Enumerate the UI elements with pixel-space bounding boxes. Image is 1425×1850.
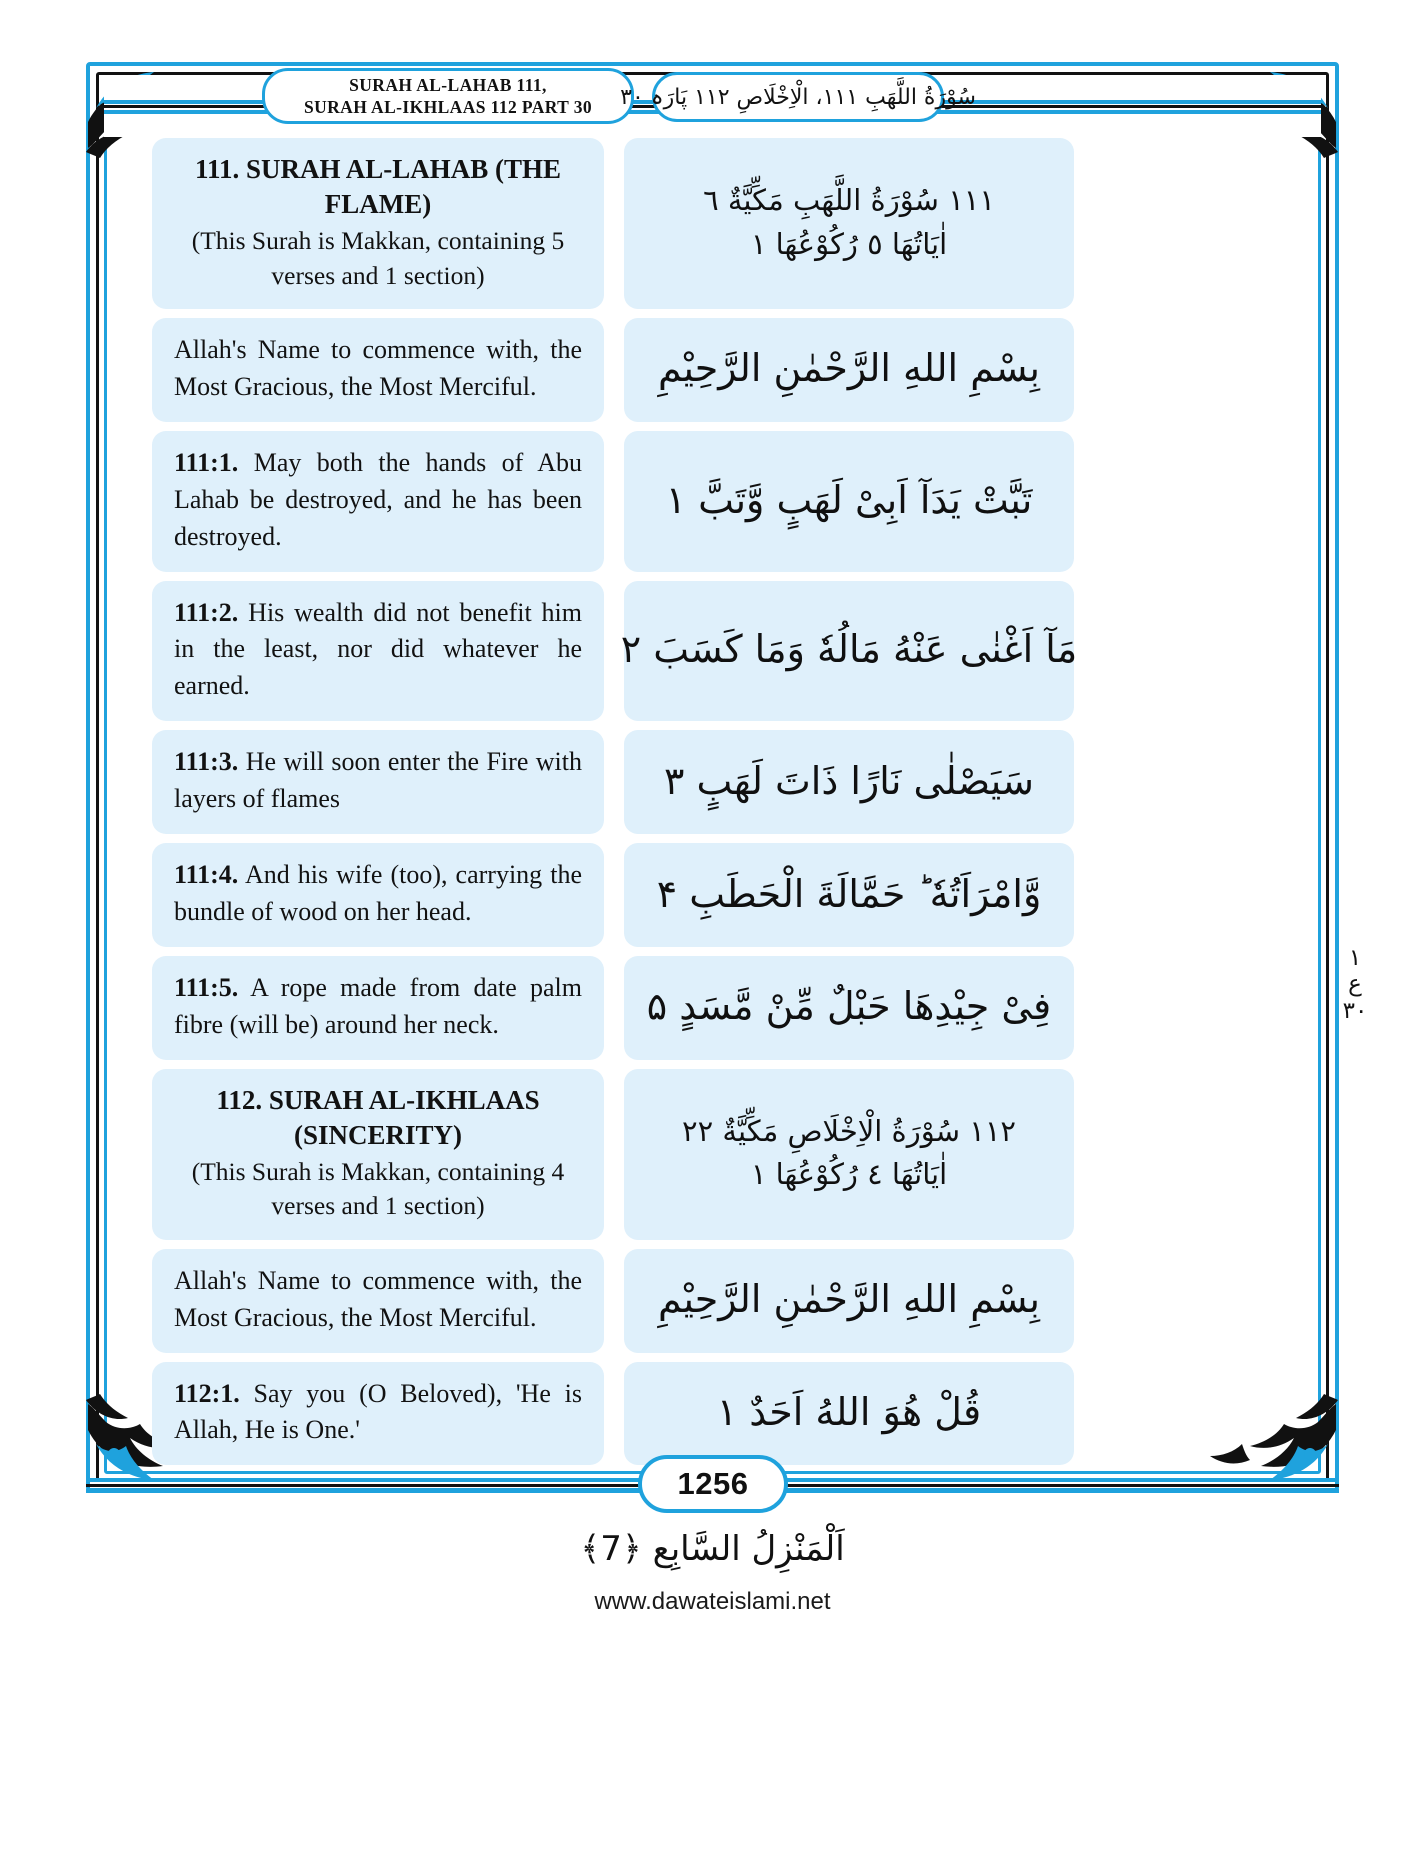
verse-list [152,138,1272,1474]
page-number-badge [638,1455,788,1513]
ruku-marker-line2: ع [1348,971,1362,998]
verse-english-text: He will soon enter the Fire with layers of flames [174,747,583,814]
running-head-english [262,68,634,124]
verse-arabic-text: تَبَّتْ يَدَآ اَبِیْ لَهَبٍ وَّتَبَّ ۱ [665,477,1033,522]
verse-row [152,730,1272,834]
verse-arabic [620,581,1078,722]
verse-english-text: Say you (O Beloved), 'He is Allah, He is One.' [174,1378,582,1445]
verse-english [152,730,604,834]
verse-english-text: His wealth did not benefit him in the least, nor did whatever he earned. [174,597,582,701]
verse-english [152,431,604,572]
surah-header-arabic [624,138,1074,309]
verse-row [152,1362,1272,1466]
surah-header-english [152,1069,604,1240]
running-head-line1: SURAH AL-LAHAB 111, [349,75,547,96]
page-number: 1256 [677,1466,749,1501]
verse-arabic-text: بِسْمِ اللهِ الرَّحْمٰنِ الرَّحِيْمِ [658,1277,1040,1322]
surah-title: 111. SURAH AL-LAHAB (THE FLAME) [194,154,562,220]
verse-english [152,318,604,422]
verse-english-text: Allah's Name to commence with, the Most Gracious, the Most Merciful. [174,1265,582,1332]
verse-number: 111:2. [174,597,239,627]
running-head-arabic-text: سُوْرَةُ اللَّهَبِ ١١١، الْاِخْلَاصِ ١١٢ پَارَہ ٣٠ [620,84,976,110]
running-head-arabic [620,72,976,122]
verse-english-text: And his wife (too), carrying the bundle of wood on her head. [174,860,582,926]
surah-header-english [152,138,604,309]
verse-arabic [624,843,1074,947]
verse-row [152,956,1272,1060]
verse-arabic [624,730,1074,834]
verse-arabic-text: بِسْمِ اللهِ الرَّحْمٰنِ الرَّحِيْمِ [658,346,1040,391]
ruku-marker [1332,945,1378,1024]
verse-row [152,581,1272,722]
verse-number: 111:1. [174,447,239,477]
verse-english [152,843,604,947]
verse-english-text: May both the hands of Abu Lahab be destroyed, and he has been destroyed. [174,447,582,551]
surah-arabic-line1: ١١٢ سُوْرَةُ الْاِخْلَاصِ مَكِّيَّةٌ ٢٢ [682,1113,1016,1148]
running-head-line2: SURAH AL-IKHLAAS 112 PART 30 [303,97,593,117]
ruku-marker-line1: ١ [1348,945,1362,971]
surah-subtitle: (This Surah is Makkan, containing 4 verses and 1 section) [191,1156,565,1221]
verse-row [152,843,1272,947]
verse-arabic [624,956,1074,1060]
verse-arabic-text: قُلْ هُوَ اللهُ اَحَدٌ ۱ [716,1390,982,1435]
verse-row [152,318,1272,422]
surah-arabic-line2: اٰيَاتُهَا ٤ رُكُوْعُهَا ١ [750,1157,948,1192]
verse-arabic [624,431,1074,572]
verse-english [152,581,604,722]
verse-number: 111:3. [174,747,239,777]
verse-english [152,1362,604,1466]
verse-arabic [624,318,1074,422]
verse-arabic [624,1362,1074,1466]
website-url[interactable]: www.dawateislami.net [594,1588,831,1615]
manzil-label: اَلْمَنْزِلُ السَّابِع ﴿7﴾ [580,1529,845,1569]
verse-arabic-text: سَيَصْلٰى نَارًا ذَاتَ لَهَبٍ ۳ [664,758,1034,803]
verse-english-text: A rope made from date palm fibre (will be) around her neck. [174,972,582,1039]
verse-english [152,1249,604,1353]
surah-header-arabic [624,1069,1074,1240]
verse-arabic-text: مَآ اَغْنٰى عَنْهُ مَالُهٗ وَمَا كَسَبَ ۲ [620,627,1078,672]
verse-arabic [624,1249,1074,1353]
verse-arabic-text: فِیْ جِيْدِهَا حَبْلٌ مِّنْ مَّسَدٍ ۵ [646,984,1052,1029]
ruku-marker-line3: ٣٠ [1342,997,1368,1024]
verse-number: 111:4. [174,860,239,890]
surah-arabic-line2: اٰيَاتُهَا ٥ رُكُوْعُهَا ١ [750,226,948,261]
surah-header-row [152,138,1272,309]
verse-number: 111:5. [174,972,239,1002]
verse-english [152,956,604,1060]
verse-number: 112:1. [174,1378,240,1408]
surah-subtitle: (This Surah is Makkan, containing 5 verses and 1 section) [191,226,565,290]
surah-arabic-line1: ١١١ سُوْرَةُ اللَّهَبِ مَكِّيَّةٌ ٦ [703,183,995,218]
verse-row [152,1249,1272,1353]
verse-row [152,431,1272,572]
surah-title: 112. SURAH AL-IKHLAAS (SINCERITY) [216,1084,540,1150]
verse-english-text: Allah's Name to commence with, the Most Gracious, the Most Merciful. [174,335,582,401]
surah-header-row [152,1069,1272,1240]
verse-arabic-text: وَّامْرَاَتُهٗ ؕ حَمَّالَةَ الْحَطَبِ ۴ [656,871,1042,916]
